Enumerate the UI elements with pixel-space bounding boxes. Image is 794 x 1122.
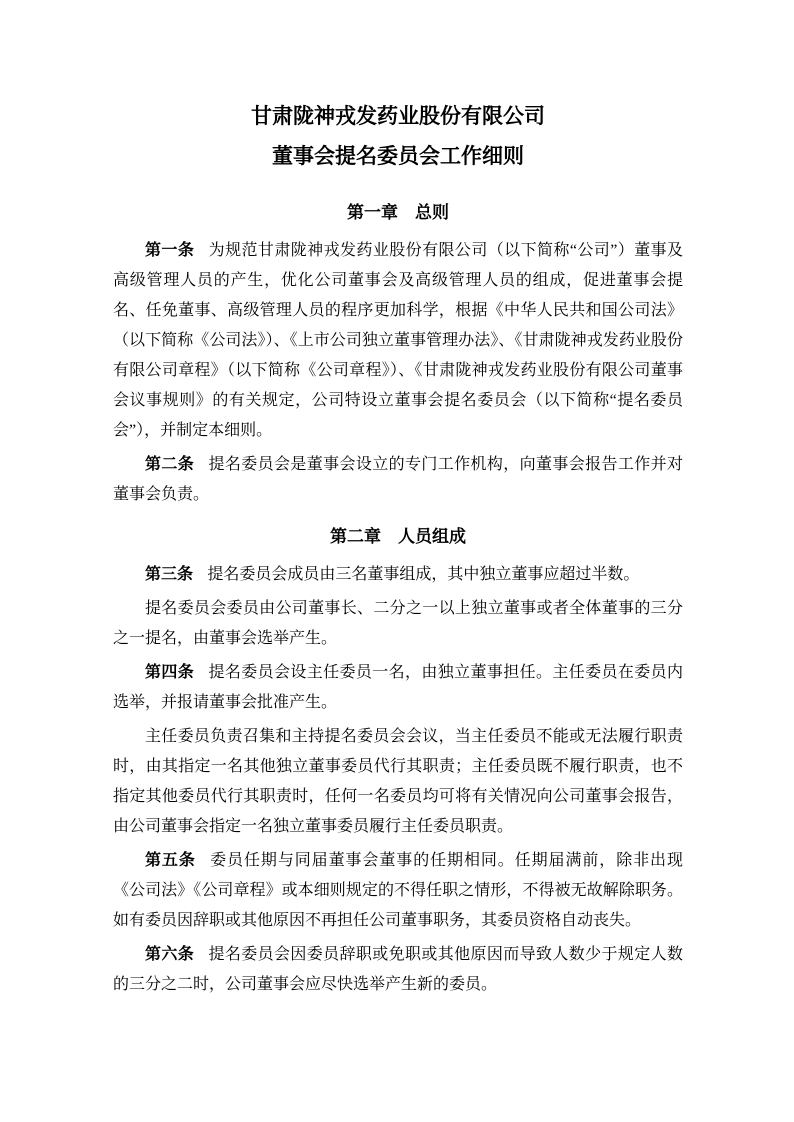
paragraph-article-3-continuation	[113, 594, 683, 654]
paragraph-text: 提名委员会是董事会设立的专门工作机构，向董事会报告工作并对董事会负责。	[113, 456, 683, 503]
paragraph-article-6	[113, 940, 683, 1000]
chapter-heading-general-provisions: 第一章 总则	[347, 203, 449, 222]
article-label: 第三条	[145, 566, 194, 583]
chapter-heading-personnel-composition: 第二章 人员组成	[330, 527, 466, 546]
paragraph-text: 委员任期与同届董事会董事的任期相同。任期届满前，除非出现《公司法》《公司章程》或本细则规定的不得任职之情形，不得被无故解除职务。如有委员因辞职或其他原因不再担任公司董事职务，其委员资格自动丧失。	[113, 852, 683, 929]
paragraph-article-4	[113, 658, 683, 718]
article-label: 第四条	[145, 664, 195, 681]
paragraph-text: 主任委员负责召集和主持提名委员会会议，当主任委员不能或无法履行职责时，由其指定一名其他独立董事委员代行其职责；主任委员既不履行职责，也不指定其他委员代行其职责时，任何一名委员均可将有关情况向公司董事会报告，由公司董事会指定一名独立董事委员履行主任委员职责。	[113, 728, 683, 835]
paragraph-text: 为规范甘肃陇神戎发药业股份有限公司（以下简称“公司”）董事及高级管理人员的产生，优化公司董事会及高级管理人员的组成，促进董事会提名、任免董事、高级管理人员的程序更加科学，根据《中华人民共和国公司法》（以下简称《公司法》）、《上市公司独立董事管理办法》、《甘肃陇神戎发药业股份有限公司章程》（以下简称《公司章程》）、《甘肃陇神戎发药业股份有限公司董事会议事规则》的有关规定，公司特设立董事会提名委员会（以下简称“提名委员会”），并制定本细则。	[113, 242, 683, 439]
document-title-line2: 董事会提名委员会工作细则	[272, 144, 524, 168]
paragraph-text: 提名委员会设主任委员一名，由独立董事担任。主任委员在委员内选举，并报请董事会批准产生。	[113, 664, 683, 711]
document-title	[113, 96, 683, 176]
paragraph-article-4-continuation	[113, 722, 683, 842]
article-label: 第五条	[145, 852, 196, 869]
paragraph-text: 提名委员会成员由三名董事组成，其中独立董事应超过半数。	[207, 566, 640, 583]
paragraph-text: 提名委员会委员由公司董事长、二分之一以上独立董事或者全体董事的三分之一提名，由董事会选举产生。	[113, 600, 683, 647]
article-label: 第二条	[145, 456, 195, 473]
paragraph-article-1	[113, 236, 683, 446]
paragraph-article-3	[113, 560, 683, 590]
document-title-line1: 甘肃陇神戎发药业股份有限公司	[251, 104, 545, 128]
paragraph-article-5	[113, 846, 683, 936]
paragraph-article-2	[113, 450, 683, 510]
paragraph-text: 提名委员会因委员辞职或免职或其他原因而导致人数少于规定人数的三分之二时，公司董事会应尽快选举产生新的委员。	[113, 946, 683, 993]
article-label: 第一条	[145, 242, 195, 259]
article-label: 第六条	[145, 946, 195, 963]
